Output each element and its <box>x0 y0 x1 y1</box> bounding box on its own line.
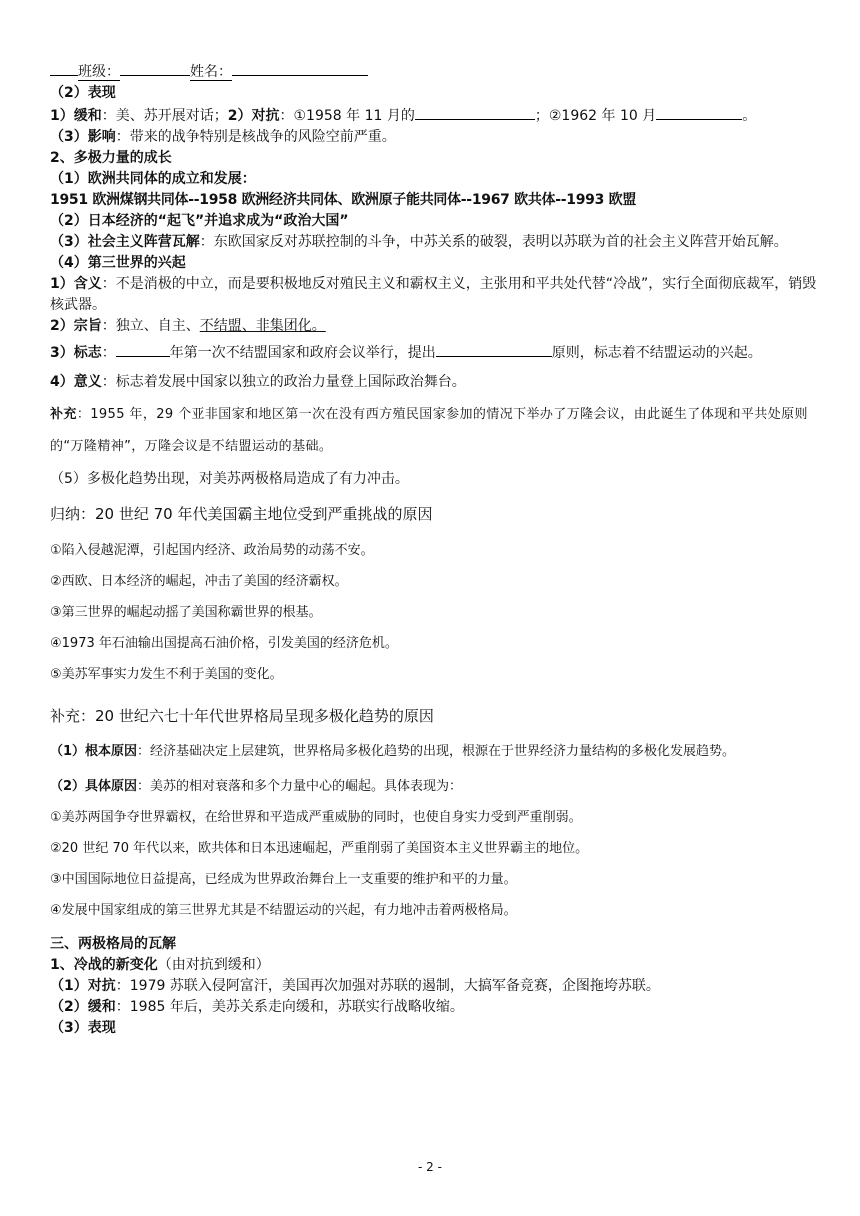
text: ：美苏的相对衰落和多个力量中心的崛起。具体表现为： <box>137 779 463 794</box>
term: （2）缓和 <box>50 999 116 1015</box>
text: ：标志着发展中国家以独立的政治力量登上国际政治舞台。 <box>101 374 466 390</box>
paragraph <box>50 976 820 997</box>
eu-timeline: 1951 欧洲煤钢共同体--1958 欧洲经济共同体、欧洲原子能共同体--1967 欧共体--1993 欧盟 <box>50 192 637 208</box>
page-number: - 2 - <box>418 1160 442 1174</box>
term: （2）具体原因 <box>50 779 138 794</box>
text: ：东欧国家反对苏联控制的斗争，中苏关系的破裂，表明以苏联为首的社会主义阵营开始瓦解。 <box>199 234 788 250</box>
term: 3）标志 <box>50 345 102 361</box>
paragraph <box>50 771 820 802</box>
list-item: ④发展中国家组成的第三世界尤其是不结盟运动的兴起，有力地冲击着两极格局。 <box>50 903 517 918</box>
summary-list <box>50 535 820 690</box>
text: ： <box>101 345 116 361</box>
fill-blank <box>656 104 742 120</box>
paragraph <box>50 372 820 393</box>
name-blank <box>232 60 368 76</box>
text: ；②1962 年 10 月 <box>534 108 657 124</box>
text: ：不是消极的中立，而是要积极地反对殖民主义和霸权主义，主张用和平共处代替“冷战”，实行全面彻底裁军，销毁核武器。 <box>50 276 817 313</box>
class-blank <box>120 60 190 76</box>
term: （1）根本原因 <box>50 744 138 759</box>
section-heading: （4）第三世界的兴起 <box>50 255 186 271</box>
subsection-title <box>50 955 820 976</box>
paragraph <box>50 274 820 316</box>
supplement <box>50 399 820 463</box>
supplement-title: 补充：20 世纪六七十年代世界格局呈现多极化趋势的原因 <box>50 707 434 725</box>
paragraph: （5）多极化趋势出现，对美苏两极格局造成了有力冲击。 <box>50 471 409 487</box>
text: ：①1958 年 11 月的 <box>279 108 415 124</box>
fill-blank <box>415 104 535 120</box>
paragraph <box>50 341 820 364</box>
text: ：美、苏开展对话； <box>101 108 228 124</box>
fill-blank <box>436 341 552 357</box>
name-label: 姓名： <box>190 64 232 80</box>
list-item: ②西欧、日本经济的崛起，冲击了美国的经济霸权。 <box>50 574 348 589</box>
blank <box>50 60 78 76</box>
term: （3）社会主义阵营瓦解 <box>50 234 200 250</box>
list-item: ②20 世纪 70 年代以来，欧共体和日本迅速崛起，严重削弱了美国资本主义世界霸主的地位。 <box>50 841 589 856</box>
term: 1）缓和 <box>50 108 102 124</box>
text: 原则，标志着不结盟运动的兴起。 <box>551 345 762 361</box>
section-heading: （2）日本经济的“起飞”并追求成为“政治大国” <box>50 213 349 229</box>
term: 1）含义 <box>50 276 102 292</box>
class-label: 班级： <box>78 64 120 80</box>
term: 4）意义 <box>50 374 102 390</box>
paragraph <box>50 741 820 763</box>
text: ：带来的战争特别是核战争的风险空前严重。 <box>115 129 396 145</box>
section-heading: （3）表现 <box>50 1020 116 1036</box>
list-item: ①陷入侵越泥潭，引起国内经济、政治局势的动荡不安。 <box>50 543 374 558</box>
fill-blank <box>116 341 170 357</box>
term: （3）影响 <box>50 129 116 145</box>
list-item: ③第三世界的崛起动摇了美国称霸世界的根基。 <box>50 605 322 620</box>
paragraph <box>50 316 820 337</box>
term: 补充 <box>50 407 77 422</box>
text: 年第一次不结盟国家和政府会议举行，提出 <box>169 345 436 361</box>
underlined-text: 不结盟、非集团化。 <box>199 318 326 334</box>
text: ：独立、自主、 <box>101 318 200 334</box>
term: 2）宗旨 <box>50 318 102 334</box>
reason-list <box>50 802 820 926</box>
term: 2）对抗 <box>227 108 280 124</box>
text: ：1985 年后，美苏关系走向缓和，苏联实行战略收缩。 <box>115 999 464 1015</box>
text: ：1979 苏联入侵阿富汗，美国再次加强对苏联的遏制，大搞军备竞赛，企图拖垮苏联。 <box>115 978 660 994</box>
summary-title: 归纳：20 世纪 70 年代美国霸主地位受到严重挑战的原因 <box>50 505 433 523</box>
paragraph <box>50 232 820 253</box>
paragraph <box>50 997 820 1018</box>
text: （由对抗到缓和） <box>157 957 270 973</box>
section-heading: （2）表现 <box>50 85 116 101</box>
section-heading: （1）欧洲共同体的成立和发展： <box>50 171 256 187</box>
text: ：经济基础决定上层建筑，世界格局多极化趋势的出现，根源在于世界经济力量结构的多极化发展趋势。 <box>137 744 736 759</box>
list-item: ⑤美苏军事实力发生不利于美国的变化。 <box>50 667 283 682</box>
paragraph <box>50 104 820 127</box>
section-title: 2、多极力量的成长 <box>50 150 172 166</box>
document-page <box>50 60 820 1039</box>
section-title: 三、两极格局的瓦解 <box>50 936 176 952</box>
text: 。 <box>742 108 757 124</box>
term: （1）对抗 <box>50 978 116 994</box>
paragraph <box>50 127 820 148</box>
list-item: ①美苏两国争夺世界霸权，在给世界和平造成严重威胁的同时，也使自身实力受到严重削弱。 <box>50 810 582 825</box>
term: 1、冷战的新变化 <box>50 957 158 973</box>
text: ：1955 年，29 个亚非国家和地区第一次在没有西方殖民国家参加的情况下举办了万隆会议，由此诞生了体现和平共处原则的“万隆精神”，万隆会议是不结盟运动的基础。 <box>50 407 808 454</box>
list-item: ③中国国际地位日益提高，已经成为世界政治舞台上一支重要的维护和平的力量。 <box>50 872 517 887</box>
list-item: ④1973 年石油输出国提高石油价格，引发美国的经济危机。 <box>50 636 398 651</box>
header-line <box>50 60 820 83</box>
